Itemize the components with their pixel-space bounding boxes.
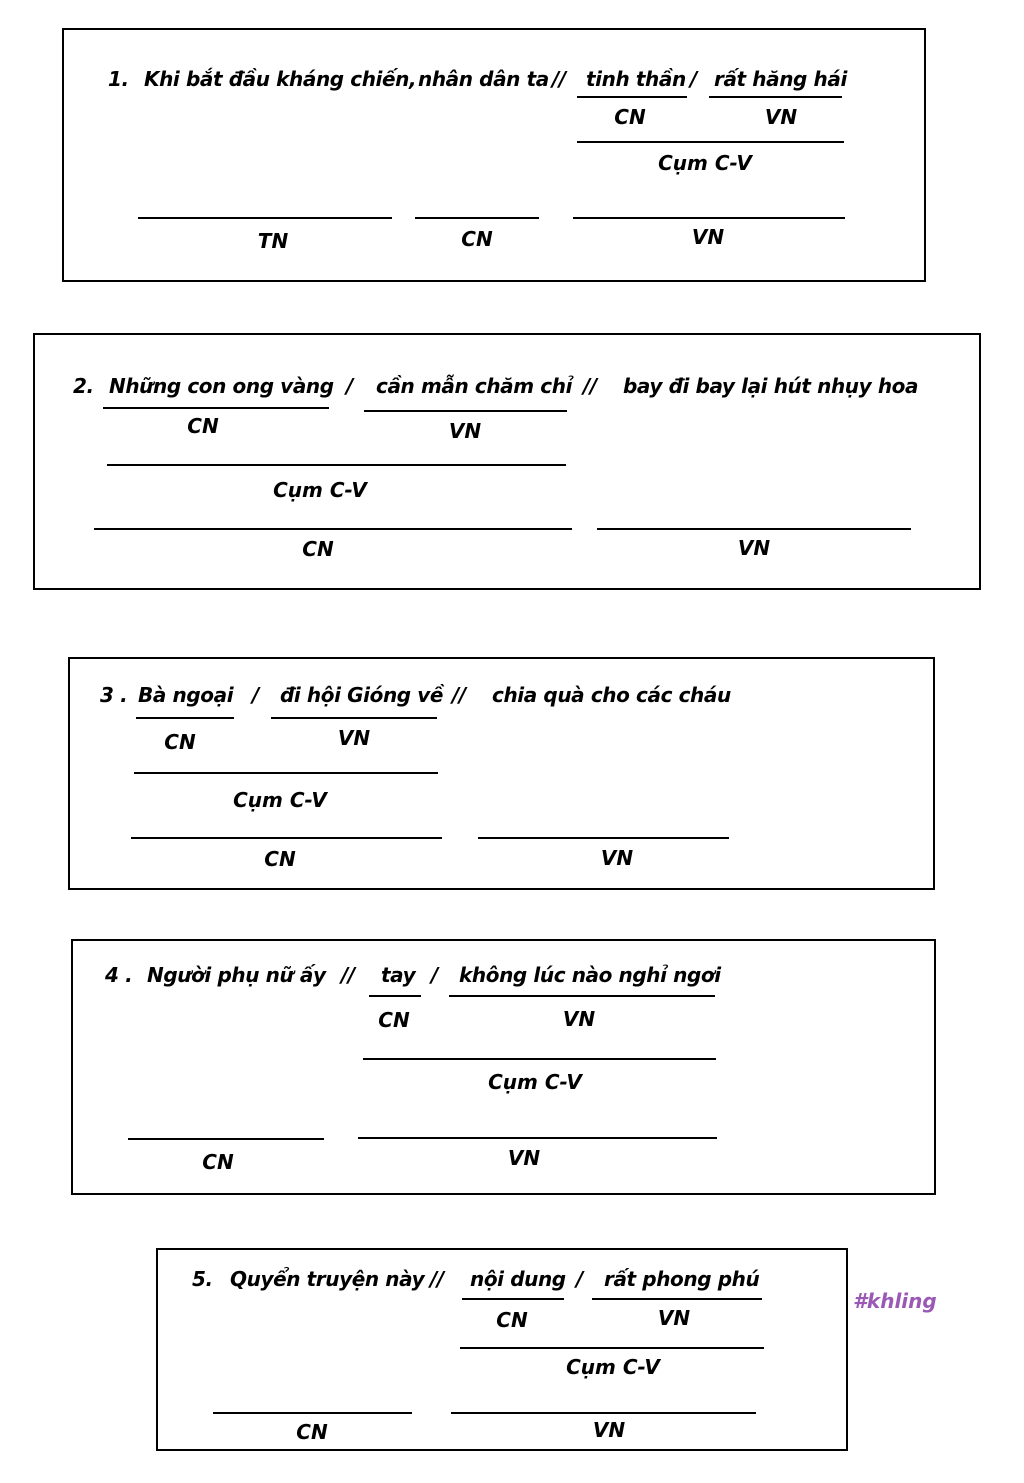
ex4-cv-subject-label: CN	[378, 1008, 410, 1032]
ex3-cv-predicate-text: đi hội Gióng về	[280, 683, 444, 707]
ex5-subject-label: CN	[296, 1420, 328, 1444]
ex3-cv-cluster-label: Cụm C-V	[233, 788, 327, 812]
ex5-number: 5.	[192, 1267, 213, 1291]
ex2-cv-predicate-underline	[364, 410, 567, 412]
ex3-predicate-label: VN	[600, 846, 634, 870]
ex5-cv-subject-text: nội dung	[470, 1267, 566, 1291]
ex3-cv-subject-underline	[136, 717, 234, 719]
ex2-cv-subject-underline	[103, 407, 329, 409]
ex4-cv-cluster-label: Cụm C-V	[488, 1070, 582, 1094]
ex1-subject-text: nhân dân ta	[418, 67, 549, 91]
ex3-number: 3 .	[100, 683, 128, 707]
ex2-cv-cluster-line	[107, 464, 566, 466]
ex2-subject-line	[94, 528, 572, 530]
ex5-cv-separator: /	[576, 1267, 583, 1291]
ex5-subject-line	[213, 1412, 412, 1414]
ex3-predicate-text: chia quà cho các cháu	[492, 683, 731, 707]
ex4-cv-subject-text: tay	[381, 963, 416, 987]
ex5-subject-text: Quyển truyện này	[230, 1267, 425, 1291]
ex4-cv-predicate-underline	[449, 995, 715, 997]
ex3-subject-label: CN	[264, 847, 296, 871]
ex5-cv-cluster-line	[460, 1347, 764, 1349]
ex5-cv-cluster-label: Cụm C-V	[566, 1355, 660, 1379]
ex2-cv-separator: /	[346, 374, 353, 398]
ex1-cv-subject-text: tinh thần	[586, 67, 686, 91]
ex5-cv-predicate-text: rất phong phú	[604, 1267, 760, 1291]
ex2-cv-cluster-label: Cụm C-V	[273, 478, 367, 502]
ex3-cv-predicate-underline	[271, 717, 437, 719]
author-signature: #khling	[853, 1289, 937, 1313]
ex1-adverbial-label: TN	[257, 229, 289, 253]
ex4-number: 4 .	[105, 963, 133, 987]
ex3-cv-predicate-label: VN	[337, 726, 371, 750]
ex2-cv-predicate-label: VN	[448, 419, 482, 443]
ex2-number: 2.	[73, 374, 94, 398]
ex1-subject-label: CN	[461, 227, 493, 251]
ex4-cv-predicate-label: VN	[562, 1007, 596, 1031]
ex4-cv-predicate-text: không lúc nào nghỉ ngơi	[459, 963, 721, 987]
exercise-2-box	[33, 333, 981, 590]
ex3-cv-cluster-line	[134, 772, 438, 774]
ex4-cv-subject-underline	[369, 995, 421, 997]
ex1-cv-predicate-underline	[709, 96, 842, 98]
ex3-predicate-line	[478, 837, 729, 839]
ex1-cv-cluster-line	[577, 141, 844, 143]
ex1-main-separator: //	[552, 67, 566, 91]
ex1-cv-subject-underline	[577, 96, 687, 98]
ex4-subject-label: CN	[202, 1150, 234, 1174]
ex5-cv-predicate-underline	[592, 1298, 762, 1300]
ex4-subject-line	[128, 1138, 324, 1140]
ex2-predicate-line	[597, 528, 911, 530]
ex3-main-separator: //	[452, 683, 466, 707]
ex1-adverbial-text: Khi bắt đầu kháng chiến,	[144, 67, 417, 91]
ex1-cv-separator: /	[690, 67, 697, 91]
ex3-subject-line	[131, 837, 442, 839]
ex4-predicate-label: VN	[507, 1146, 541, 1170]
ex3-cv-subject-text: Bà ngoại	[138, 683, 234, 707]
ex1-predicate-label: VN	[691, 225, 725, 249]
ex5-cv-subject-label: CN	[496, 1308, 528, 1332]
ex5-main-separator: //	[430, 1267, 444, 1291]
ex2-cv-subject-label: CN	[187, 414, 219, 438]
exercise-4-box	[71, 939, 936, 1195]
ex5-cv-predicate-label: VN	[657, 1306, 691, 1330]
ex5-predicate-line	[451, 1412, 756, 1414]
ex4-cv-cluster-line	[363, 1058, 716, 1060]
ex4-cv-separator: /	[431, 963, 438, 987]
ex4-main-separator: //	[341, 963, 355, 987]
exercise-1-box	[62, 28, 926, 282]
ex1-predicate-line	[573, 217, 845, 219]
ex4-subject-text: Người phụ nữ ấy	[147, 963, 326, 987]
ex2-main-separator: //	[583, 374, 597, 398]
ex5-cv-subject-underline	[462, 1298, 564, 1300]
ex2-predicate-label: VN	[737, 536, 771, 560]
exercise-5-box	[156, 1248, 848, 1451]
ex1-cv-subject-label: CN	[614, 105, 646, 129]
ex1-number: 1.	[108, 67, 129, 91]
ex4-predicate-line	[358, 1137, 717, 1139]
ex2-subject-label: CN	[302, 537, 334, 561]
ex3-cv-separator: /	[252, 683, 259, 707]
ex1-cv-predicate-label: VN	[764, 105, 798, 129]
ex1-cv-predicate-text: rất hăng hái	[714, 67, 847, 91]
ex5-predicate-label: VN	[592, 1418, 626, 1442]
ex1-adverbial-line	[138, 217, 392, 219]
ex1-subject-line	[415, 217, 539, 219]
ex2-cv-subject-text: Những con ong vàng	[109, 374, 334, 398]
ex2-cv-predicate-text: cần mẫn chăm chỉ	[376, 374, 573, 398]
ex2-predicate-text: bay đi bay lại hút nhụy hoa	[623, 374, 919, 398]
exercise-3-box	[68, 657, 935, 890]
ex1-cv-cluster-label: Cụm C-V	[658, 151, 752, 175]
ex3-cv-subject-label: CN	[164, 730, 196, 754]
